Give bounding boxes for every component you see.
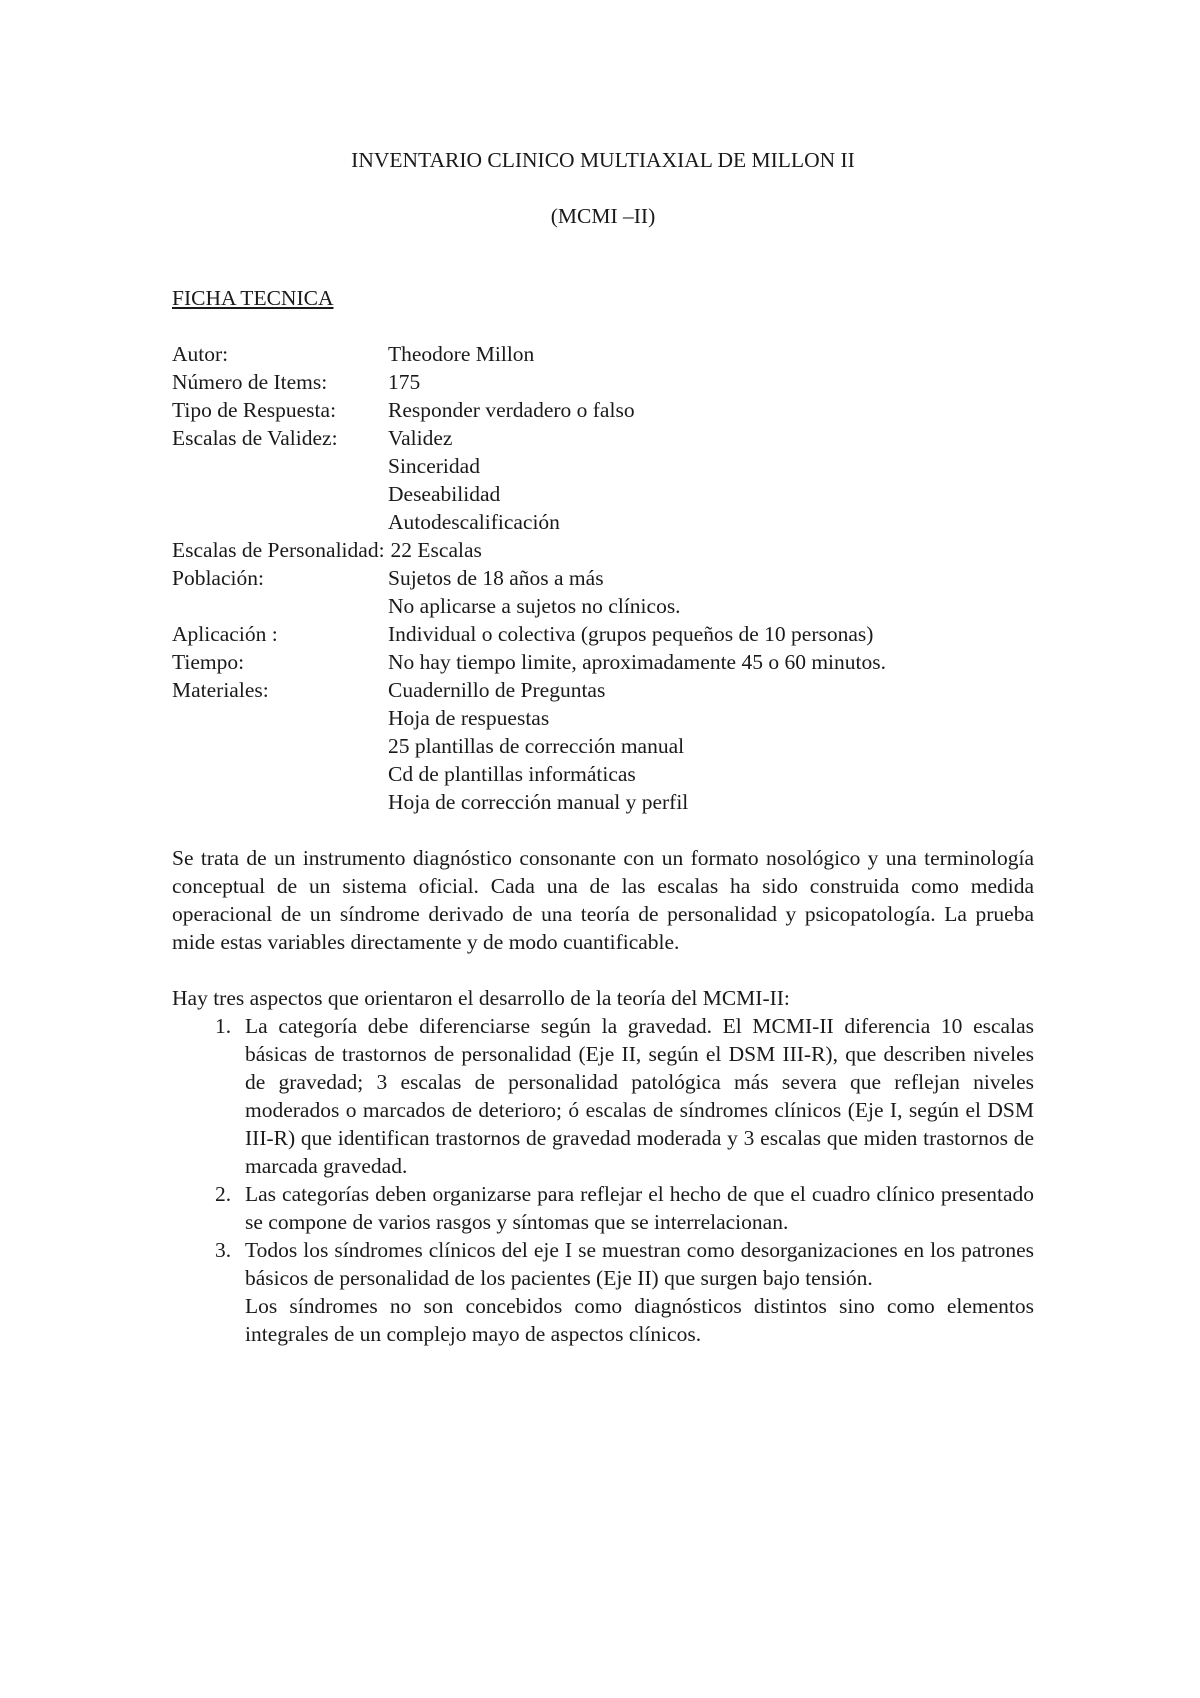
spec-value-line: Cuadernillo de Preguntas <box>388 678 606 702</box>
aspects-list <box>172 1012 1034 1348</box>
technical-spec-list <box>172 340 1034 816</box>
list-item <box>172 1236 1034 1348</box>
document-title: INVENTARIO CLINICO MULTIAXIAL DE MILLON II <box>351 148 855 172</box>
spec-value-line: 175 <box>388 370 421 394</box>
spec-value <box>388 396 1034 424</box>
list-number-text: 3. <box>215 1238 232 1262</box>
spec-value-line: Autodescalificación <box>388 510 560 534</box>
spec-label: Población: <box>172 566 264 590</box>
list-item <box>172 1012 1034 1180</box>
spec-label: Número de Items: <box>172 370 328 394</box>
list-item-number <box>172 1236 245 1348</box>
list-item-paragraph: La categoría debe diferenciarse según la gravedad. El MCMI-II diferencia 10 escalas básicas de trastornos de personalidad (Eje II, según el DSM III-R), que describen niveles de gravedad; 3 escalas de personalidad patológica más severa que reflejan niveles moderados o marcados de deterioro; ó escalas de síndromes clínicos (Eje I, según el DSM III-R) que identifican trastornos de gravedad moderada y 3 escalas que miden trastornos de marcada gravedad. <box>245 1014 1034 1178</box>
spec-value-line: Sinceridad <box>388 454 480 478</box>
spec-label: Autor: <box>172 342 229 366</box>
spec-value-line: Validez <box>388 426 453 450</box>
list-number-text: 1. <box>215 1014 232 1038</box>
spec-value-line: Hoja de respuestas <box>388 706 550 730</box>
section-heading-ficha-tecnica: FICHA TECNICA <box>172 286 334 310</box>
spec-row-items <box>172 368 1034 396</box>
list-item-number <box>172 1180 245 1236</box>
spec-row-tiempo <box>172 648 1034 676</box>
list-item-text <box>245 1236 1034 1348</box>
aspects-intro: Hay tres aspectos que orientaron el desarrollo de la teoría del MCMI-II: <box>172 986 790 1010</box>
spec-row-validez <box>172 424 1034 536</box>
spec-value-line: Deseabilidad <box>388 482 501 506</box>
spec-value <box>388 676 1034 816</box>
spec-value-line: Responder verdadero o falso <box>388 398 635 422</box>
spec-label: Materiales: <box>172 678 269 702</box>
list-item <box>172 1180 1034 1236</box>
spec-row-poblacion <box>172 564 1034 620</box>
spec-label: Escalas de Personalidad: <box>172 538 385 562</box>
spec-value <box>388 424 1034 536</box>
description-paragraph: Se trata de un instrumento diagnóstico consonante con un formato nosológico y una terminología conceptual de un sistema oficial. Cada una de las escalas ha sido construida como medida operacional de un síndrome derivado de una teoría de personalidad y psicopatología. La prueba mide estas variables directamente y de modo cuantificable. <box>172 846 1034 954</box>
spec-label: Tipo de Respuesta: <box>172 398 337 422</box>
spec-value-line: 22 Escalas <box>390 538 482 562</box>
spec-value <box>388 564 1034 620</box>
spec-value-line: No aplicarse a sujetos no clínicos. <box>388 594 681 618</box>
spec-value-line: Sujetos de 18 años a más <box>388 566 604 590</box>
spec-label: Aplicación : <box>172 622 278 646</box>
list-item-paragraph: Todos los síndromes clínicos del eje I se muestran como desorganizaciones en los patrones básicos de personalidad de los pacientes (Eje II) que surgen bajo tensión. <box>245 1238 1034 1290</box>
spec-value <box>388 620 1034 648</box>
spec-value-line: Cd de plantillas informáticas <box>388 762 636 786</box>
spec-value <box>388 340 1034 368</box>
spec-row-autor <box>172 340 1034 368</box>
spec-row-aplicacion <box>172 620 1034 648</box>
spec-value-line: Hoja de corrección manual y perfil <box>388 790 689 814</box>
spec-value-line: Individual o colectiva (grupos pequeños de 10 personas) <box>388 622 874 646</box>
document-page <box>172 132 1034 1348</box>
spec-row-respuesta <box>172 396 1034 424</box>
list-item-paragraph-extra: Los síndromes no son concebidos como diagnósticos distintos sino como elementos integrales de un complejo mayo de aspectos clínicos. <box>245 1294 1034 1346</box>
spec-value <box>385 536 1034 564</box>
spec-label: Escalas de Validez: <box>172 426 338 450</box>
document-subtitle: (MCMI –II) <box>550 204 656 228</box>
spec-value <box>388 648 1034 676</box>
list-item-text <box>245 1012 1034 1180</box>
spec-value-line: 25 plantillas de corrección manual <box>388 734 685 758</box>
spec-value <box>388 368 1034 396</box>
list-number-text: 2. <box>215 1182 232 1206</box>
list-item-paragraph: Las categorías deben organizarse para reflejar el hecho de que el cuadro clínico presentado se compone de varios rasgos y síntomas que se interrelacionan. <box>245 1182 1034 1234</box>
spec-value-line: Theodore Millon <box>388 342 535 366</box>
list-item-number <box>172 1012 245 1180</box>
spec-row-materiales <box>172 676 1034 816</box>
list-item-text <box>245 1180 1034 1236</box>
spec-label: Tiempo: <box>172 650 245 674</box>
spec-row-personalidad <box>172 536 1034 564</box>
spec-value-line: No hay tiempo limite, aproximadamente 45 o 60 minutos. <box>388 650 886 674</box>
